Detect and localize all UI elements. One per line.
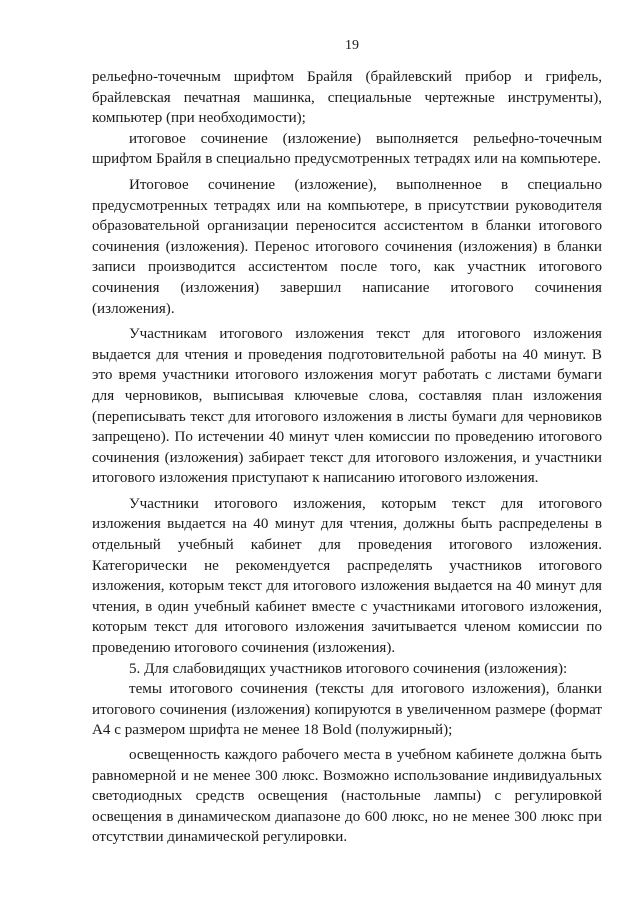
paragraph-braille-tools: рельефно-точечным шрифтом Брайля (брайлевский прибор и грифель, брайлевская печатная машинка, специальные чертежные инструменты), компьютер (при необходимости); — [92, 69, 602, 127]
paragraph-transfer-to-forms: Итоговое сочинение (изложение), выполненное в специально предусмотренных тетрадях или на компьютере, в присутствии руководителя образовательной организации переносится ассистентом в бланки итогового сочинения (изложения). Перенос итогового сочинения (изложения) в бланки записи производится ассистентом после того, как участник итогового сочинения (изложения) завершил написание итогового сочинения (изложения). — [92, 176, 602, 317]
paragraph-presentation-reading-time: Участникам итогового изложения текст для итогового изложения выдается для чтения и проведения подготовительной работы на 40 минут. В это время участники итогового изложения могут работать с листами бумаги для черновиков, выписывая ключевые слова, составляя план изложения (переписывать текст для итогового изложения в листы бумаги для черновиков запрещено). По истечении 40 минут член комиссии по проведению итогового сочинения (изложения) забирает текст для итогового изложения, и участники итогового изложения приступают к написанию итогового изложения. — [92, 326, 602, 487]
paragraph-visually-impaired-heading: 5. Для слабовидящих участников итогового сочинения (изложения): — [129, 660, 568, 677]
paragraph-braille-writing: итоговое сочинение (изложение) выполняется рельефно-точечным шрифтом Брайля в специально предусмотренных тетрадях или на компьютере. — [92, 130, 602, 168]
paragraph-lighting: освещенность каждого рабочего места в учебном кабинете должна быть равномерной и не менее 300 люкс. Возможно использование индивидуальных светодиодных средств освещения (настольные лампы) с регулировкой освещения в динамическом диапазоне до 600 люкс, но не менее 300 люкс при отсутствии динамической регулировки. — [92, 747, 602, 846]
page-number: 19 — [345, 38, 359, 53]
paragraph-separate-classroom: Участники итогового изложения, которым текст для итогового изложения выдается на 40 минут для чтения, должны быть распределены в отдельный учебный кабинет для проведения итогового изложения. Категорически не рекомендуется распределять участников итогового изложения, которым текст для итогового изложения выдается на 40 минут для чтения, в один учебный кабинет вместе с участниками итогового изложения, которым текст для итогового изложения зачитывается членом комиссии по проведению итогового сочинения (изложения). — [92, 495, 602, 657]
paragraph-enlarged-copies: темы итогового сочинения (тексты для итогового изложения), бланки итогового сочинения (изложения) копируются в увеличенном размере (формат А4 с размером шрифта не менее 18 Bold (полужирный); — [92, 681, 602, 739]
